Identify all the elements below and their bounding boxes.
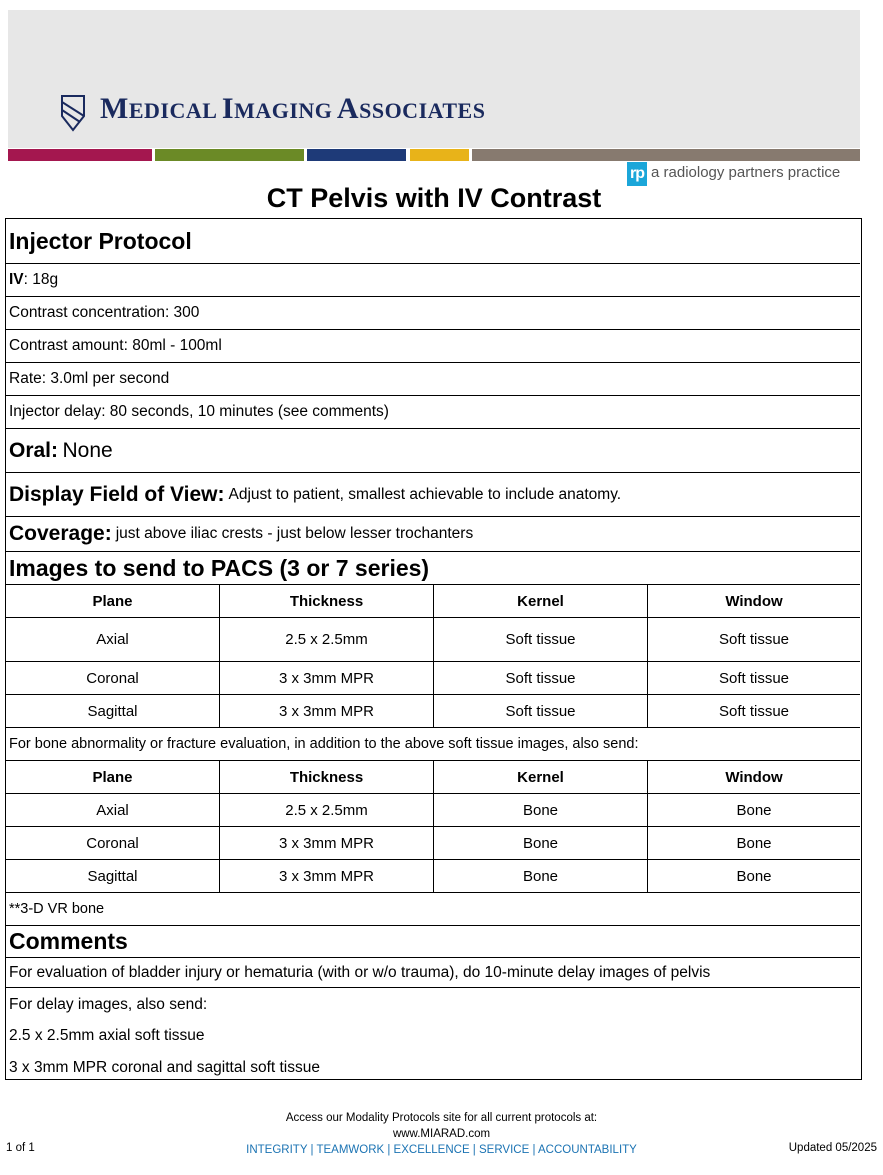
col-plane-header: Plane [6,585,220,617]
table-cell: Soft tissue [434,662,648,694]
footer-url[interactable]: www.MIARAD.com [392,1128,491,1140]
amount-row: Contrast amount: 80ml - 100ml [6,330,860,363]
injector-heading: Injector Protocol [6,219,860,264]
table-cell: Axial [6,618,220,661]
page-title: CT Pelvis with IV Contrast [266,183,602,213]
col-thickness-header: Thickness [220,761,434,793]
rp-badge-icon: rp [627,162,647,186]
table-row [6,618,860,662]
table-cell: Coronal [6,827,220,859]
table-row [6,695,860,728]
table-cell: 3 x 3mm MPR [220,860,434,892]
header-band [8,10,860,148]
shield-logo-icon [60,94,86,132]
stripe-2 [155,149,304,161]
pacs-heading: Images to send to PACS (3 or 7 series) [6,552,860,585]
table-cell: Sagittal [6,860,220,892]
table-cell: Soft tissue [434,695,648,727]
table-cell: Soft tissue [718,669,790,687]
comments-heading: Comments [6,926,860,958]
protocol-table [5,218,862,1080]
dfov-row: Display Field of View: Adjust to patient, smallest achievable to include anatomy. [6,473,860,517]
soft-header-row [6,585,860,618]
table-cell: 3 x 3mm MPR [220,662,434,694]
table-cell: Sagittal [6,695,220,727]
table-row [6,860,860,893]
table-cell: Soft tissue [434,618,648,661]
table-cell: Bone [434,794,648,826]
table-cell: 2.5 x 2.5mm [220,794,434,826]
table-cell: Bone [736,867,772,885]
rate-row: Rate: 3.0ml per second [6,363,860,396]
comment-line-2: For delay images, also send: [9,996,208,1013]
comment-line-3: 2.5 x 2.5mm axial soft tissue [9,1027,205,1044]
stripe-3 [307,149,406,161]
col-thickness-header: Thickness [220,585,434,617]
delay-row: Injector delay: 80 seconds, 10 minutes (see comments) [6,396,860,429]
table-cell: Bone [736,834,772,852]
col-window-header: Window [725,768,783,786]
coverage-row: Coverage: just above iliac crests - just below lesser trochanters [6,517,860,552]
table-cell: Bone [434,827,648,859]
vr-note-row: **3-D VR bone [6,893,860,926]
table-cell: 3 x 3mm MPR [220,827,434,859]
partner-text: a radiology partners practice [651,164,841,181]
table-cell: Soft tissue [718,631,790,648]
comment-line-4: 3 x 3mm MPR coronal and sagittal soft tissue [9,1059,320,1076]
oral-row: Oral: None [6,429,860,473]
table-cell: Coronal [6,662,220,694]
updated-date: Updated 05/2025 [788,1142,877,1154]
stripe-1 [8,149,152,161]
col-kernel-header: Kernel [434,585,648,617]
table-cell: Axial [6,794,220,826]
comment-line-1: For evaluation of bladder injury or hematuria (with or w/o trauma), do 10-minute delay images of pelvis [6,958,860,988]
page-number: 1 of 1 [6,1142,35,1154]
col-window-header: Window [725,592,783,610]
brand-name: MEDICAL IMAGING ASSOCIATES [100,92,486,125]
table-row [6,827,860,860]
table-cell: Bone [736,801,772,819]
table-cell: Soft tissue [718,702,790,720]
footer-access-text: Access our Modality Protocols site for all current protocols at: [285,1112,598,1124]
table-row [6,794,860,827]
table-row [6,662,860,695]
col-kernel-header: Kernel [434,761,648,793]
iv-row: IV : 18g [6,264,860,297]
table-cell: 3 x 3mm MPR [220,695,434,727]
table-cell: Bone [434,860,648,892]
stripe-4 [410,149,469,161]
footer-values: INTEGRITY | TEAMWORK | EXCELLENCE | SERVICE | ACCOUNTABILITY [246,1144,637,1156]
concentration-row: Contrast concentration: 300 [6,297,860,330]
bone-header-row [6,761,860,794]
table-cell: 2.5 x 2.5mm [220,618,434,661]
bone-note-row: For bone abnormality or fracture evaluation, in addition to the above soft tissue images, also send: [6,728,860,761]
stripe-5 [472,149,860,161]
col-plane-header: Plane [6,761,220,793]
